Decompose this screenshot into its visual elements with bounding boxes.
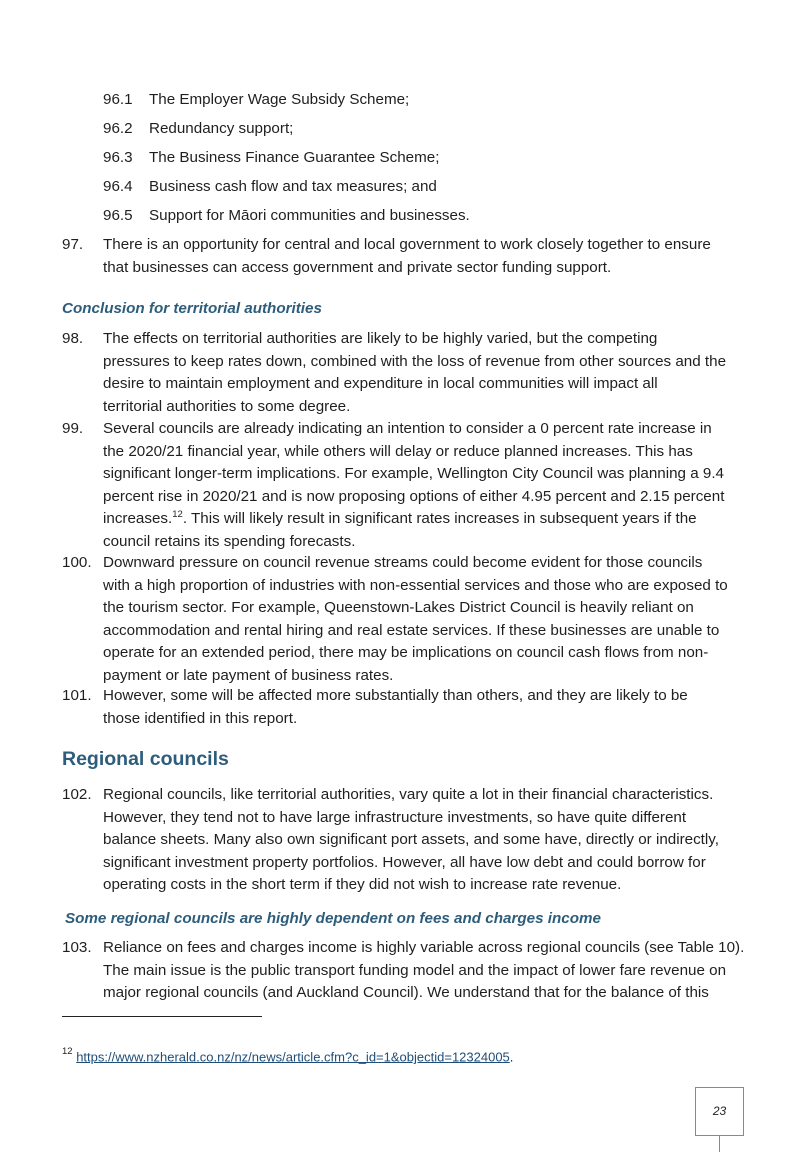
- page-number: 23: [712, 1104, 727, 1119]
- section-title: Regional councils: [62, 748, 229, 770]
- text-line: Reliance on fees and charges income is highly variable across regional councils (see Table 10).: [103, 939, 745, 956]
- footnote-divider: [62, 1016, 262, 1017]
- item-number: 96.2: [103, 120, 133, 137]
- text-line: percent rise in 2020/21 and is now proposing options of either 4.95 percent and 2.15 percent: [103, 487, 725, 505]
- footnote-link[interactable]: https://www.nzherald.co.nz/nz/news/article.cfm?c_id=1&objectid=12324005: [76, 1049, 510, 1065]
- text-line: with a high proportion of industries with non-essential services and those who are exposed to: [103, 576, 728, 594]
- text-fragment: . This will likely result in significant rates increases in subsequent years if the: [182, 510, 697, 527]
- text-line: Several councils are already indicating an intention to consider a 0 percent rate increase in: [103, 420, 712, 437]
- paragraph-number: 103.: [62, 939, 92, 956]
- item-number: 96.1: [103, 91, 133, 108]
- item-number: 96.3: [103, 149, 133, 166]
- text-line: accommodation and rental hiring and real estate services. If these businesses are unable to: [103, 621, 720, 639]
- paragraph-97: [62, 234, 752, 279]
- list-item: [103, 147, 753, 170]
- paragraph-101: [62, 685, 752, 730]
- list-item: [103, 118, 753, 141]
- text-line: operate for an extended period, there may be implications on council cash flows from non-: [103, 644, 709, 661]
- paragraph-number: 102.: [62, 786, 92, 803]
- item-text: The Business Finance Guarantee Scheme;: [149, 149, 440, 166]
- text-line: council retains its spending forecasts.: [103, 532, 356, 550]
- page-number-box: [695, 1087, 744, 1136]
- paragraph-number: 98.: [62, 330, 84, 347]
- item-number: 96.4: [103, 178, 133, 195]
- paragraph-102: [62, 784, 752, 897]
- list-item: [103, 176, 753, 199]
- item-text: The Employer Wage Subsidy Scheme;: [149, 91, 410, 108]
- text-line: those identified in this report.: [103, 709, 298, 727]
- section-heading: Some regional councils are highly dependent on fees and charges income: [65, 910, 601, 927]
- text-line: the tourism sector. For example, Queenstown-Lakes District Council is heavily reliant on: [103, 599, 694, 616]
- section-heading: Conclusion for territorial authorities: [62, 300, 322, 317]
- paragraph-number: 101.: [62, 687, 92, 704]
- text-line: desire to maintain employment and expenditure in local communities will impact all: [103, 375, 658, 392]
- text-line: operating costs in the short term if they did not wish to increase rate revenue.: [103, 876, 622, 893]
- text-line: territorial authorities to some degree.: [103, 397, 351, 415]
- paragraph-number: 99.: [62, 420, 84, 437]
- paragraph-100: [62, 552, 752, 687]
- paragraph-98: [62, 328, 752, 418]
- list-item: [103, 205, 753, 228]
- text-line: Regional councils, like territorial authorities, vary quite a lot in their financial characteristics.: [103, 786, 714, 803]
- text-line: significant investment property portfolios. However, all have low debt and could borrow for: [103, 853, 706, 871]
- text-line: major regional councils (and Auckland Council). We understand that for the balance of this: [103, 984, 709, 1001]
- footnote-reference: 12: [172, 508, 183, 520]
- paragraph-99: [62, 418, 752, 553]
- text-line: There is an opportunity for central and local government to work closely together to ensure: [103, 236, 711, 253]
- page-number-tick: [719, 1135, 720, 1152]
- text-line: pressures to keep rates down, combined with the loss of revenue from other sources and the: [103, 352, 727, 370]
- paragraph-number: 100.: [62, 554, 92, 571]
- text-line: the 2020/21 financial year, while others will delay or reduce planned increases. This has: [103, 442, 693, 460]
- text-line: [103, 508, 752, 531]
- text-line: payment or late payment of business rates.: [103, 666, 394, 684]
- paragraph-number: 97.: [62, 236, 84, 253]
- text-line: balance sheets. Many also own significant port assets, and some have, directly or indirectly,: [103, 831, 719, 848]
- footnote-end: .: [509, 1049, 514, 1065]
- item-text: Business cash flow and tax measures; and: [149, 178, 437, 195]
- text-line: Downward pressure on council revenue streams could become evident for those councils: [103, 554, 703, 571]
- text-line: The main issue is the public transport funding model and the impact of lower fare revenue on: [103, 961, 727, 979]
- text-line: However, some will be affected more substantially than others, and they are likely to be: [103, 687, 688, 704]
- text-line: significant longer-term implications. For example, Wellington City Council was planning a 9.4: [103, 465, 725, 482]
- list-item: [103, 89, 753, 112]
- item-text: Redundancy support;: [149, 120, 294, 137]
- footnote: [62, 1043, 513, 1069]
- item-text: Support for Māori communities and businesses.: [149, 207, 470, 224]
- text-line: However, they tend not to have large infrastructure investments, so have quite different: [103, 808, 687, 826]
- text-line: that businesses can access government and private sector funding support.: [103, 258, 612, 276]
- footnote-number: 12: [62, 1046, 73, 1057]
- text-fragment: increases.: [103, 510, 173, 527]
- paragraph-103: [62, 937, 752, 1005]
- item-number: 96.5: [103, 207, 133, 224]
- text-line: The effects on territorial authorities are likely to be highly varied, but the competing: [103, 330, 658, 347]
